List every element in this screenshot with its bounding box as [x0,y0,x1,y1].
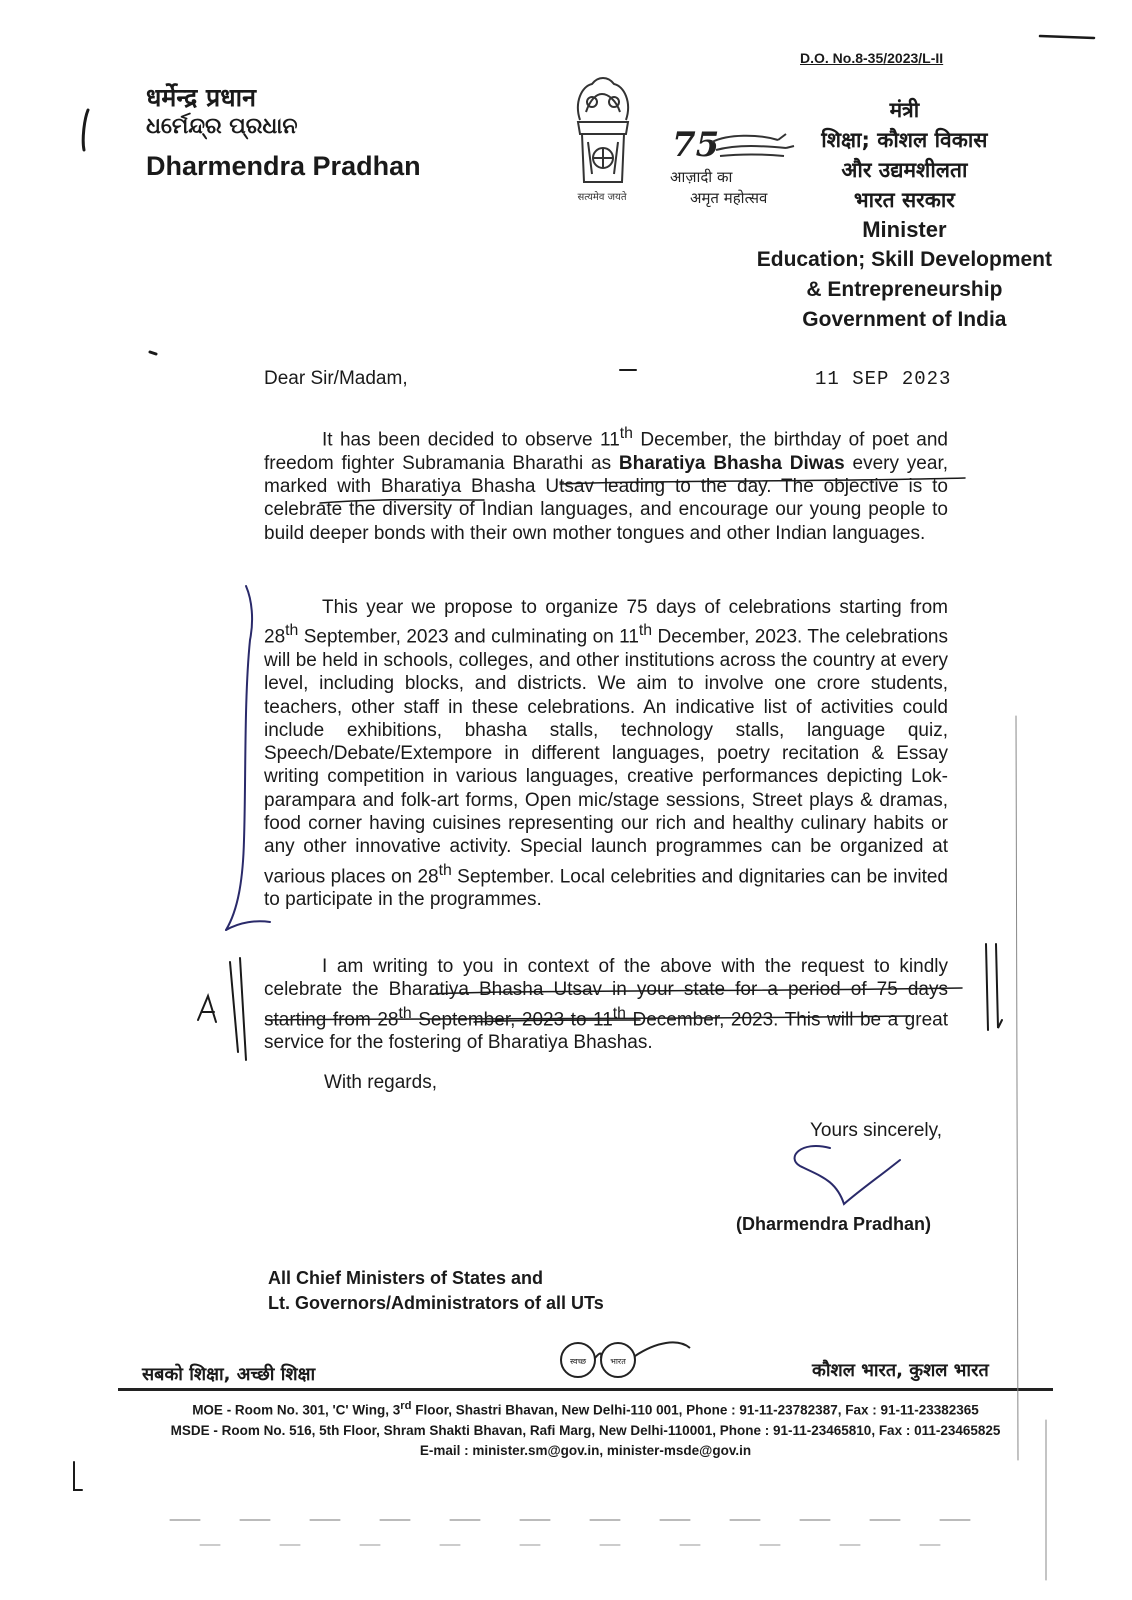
azadi-line1: आज़ादी का [670,168,733,186]
sign-off: Yours sincerely, [810,1120,943,1141]
office-hindi-portfolio: शिक्षा; कौशल विकास [821,128,988,152]
paragraph-2: This year we propose to organize 75 days of celebrations starting from 28th September, 2023 and culminating on 11th December, 2023. The celebrations will be held in schools, colleges, and other institutions across the country at every level, including blocks, and districts. We aim to involve one crore students, teachers, other staff in these celebrations. An indicative list of activities could include exhibitions, bhasha stalls, technology stalls, language quiz, Speech/Debate/Extempore in different languages, poetry recitation & Essay writing competition in various languages, creative performances depicting Lok-parampara and folk-art forms, Open mic/stage sessions, Street plays & dramas, food corner having cuisines representing our rich and healthy culinary habits or any other innovative activity. Special launch programmes can be organized at various places on 28th September. Local celebrities and dignitaries can be invited to participate in the programmes. [264,597,948,911]
logo-right-word: भारत [610,1357,626,1366]
margin-bracket-mark [226,586,252,930]
office-english-portfolio: Education; Skill Development [756,248,1052,271]
logo-left-word: स्वच्छ [569,1357,587,1366]
sender-name-hindi: धर्मेन्द्र प्रधान [146,83,256,112]
closing: With regards, [324,1072,437,1093]
office-english-portfolio-2: & Entrepreneurship [806,278,1003,301]
office-hindi-title: मंत्री [889,98,920,122]
addressee-line-2: Lt. Governors/Administrators of all UTs [268,1293,604,1313]
sender-name-odia: ଧର୍ମେନ୍ଦ୍ର ପ୍ରଧାନ [146,114,298,139]
salutation: Dear Sir/Madam, [264,368,408,389]
emblem-caption: सत्यमेव जयते [577,192,627,203]
footer-email: E-mail : minister.sm@gov.in, minister-msde@gov.in [419,1442,752,1458]
footer-msde-address: MSDE - Room No. 516, 5th Floor, Shram Shakti Bhavan, Rafi Marg, New Delhi-110001, Phone : 91-11-23465810, Fax : 011-23465825 [170,1422,1001,1438]
office-english-title: Minister [862,217,947,242]
paragraph-3: I am writing to you in context of the above with the request to kindly celebrate the Bharatiya Bhasha Utsav in your state for a period of 75 days starting from 28th September, 2023 to 11th December, 2023. This will be a great service for the fostering of Bharatiya Bhashas. [264,956,948,1054]
addressee-line-1: All Chief Ministers of States and [268,1268,544,1288]
signer-name: (Dharmendra Pradhan) [736,1214,932,1234]
footer-moe-address: MOE - Room No. 301, 'C' Wing, 3rd Floor, Shastri Bhavan, New Delhi-110 001, Phone : 91-11-23782387, Fax : 91-11-23382365 [192,1400,979,1418]
office-hindi-portfolio-2: और उद्यमशीलता [841,158,968,182]
reference-number: D.O. No.8-35/2023/L-II [800,50,944,66]
paragraph-1: It has been decided to observe 11th December, the birthday of poet and freedom fighter Subramania Bharathi as Bharatiya Bhasha Diwas every year, marked with Bharatiya Bhasha Utsav leading to the day. The objective is to celebrate the diversity of Indian languages, and encourage our young people to build deeper bonds with their own mother tongues and other Indian languages. [264,425,948,544]
signature-mark [795,1146,900,1204]
svg-text:75: 75 [672,125,720,165]
office-english-government: Government of India [802,308,1007,331]
azadi-line2: अमृत महोत्सव [690,189,768,207]
letter-date-stamp: 11 SEP 2023 [815,368,952,390]
slogan-left: सबको शिक्षा, अच्छी शिक्षा [142,1364,316,1385]
office-hindi-government: भारत सरकार [853,188,955,212]
sender-name-english: Dharmendra Pradhan [146,151,421,181]
slogan-right: कौशल भारत, कुशल भारत [812,1360,989,1381]
